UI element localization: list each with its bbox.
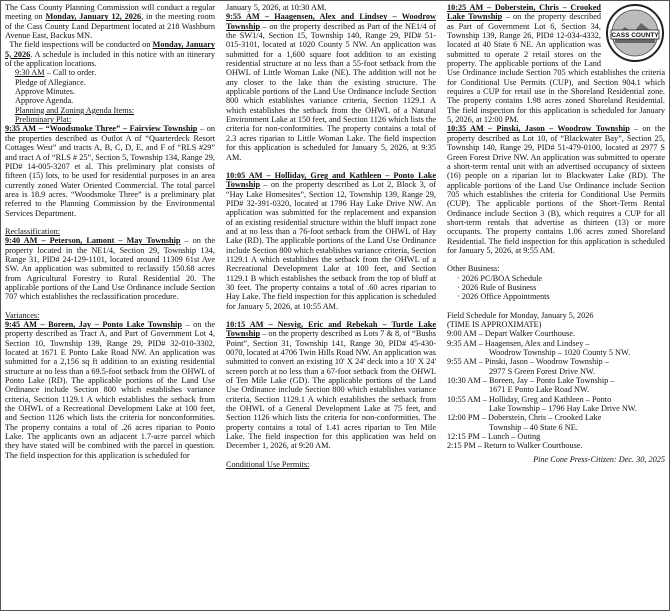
schedule-entry-cont: Woodrow Township – 1020 County 5 NW. xyxy=(489,348,631,358)
other-item-schedule: · 2026 PC/BOA Schedule xyxy=(457,273,543,283)
schedule-entry: 9:35 AM – Haagensen, Alex and Lindsey – xyxy=(447,338,590,348)
agenda-approve: Approve Agenda. xyxy=(15,96,74,106)
publication-footer: Pine Cone Press-Citizen: Dec. 30, 2025 xyxy=(533,454,665,464)
other-item-appointments: · 2026 Office Appointments xyxy=(457,292,550,302)
meeting-date: Monday, January 12, 2026 xyxy=(45,12,142,22)
column-1 xyxy=(5,3,215,460)
boreen-continued: January 5, 2026, at 10:30 AM. xyxy=(226,3,327,12)
field-date: Monday, January 5, 2026 xyxy=(5,40,216,59)
item-peterson: 9:40 AM – Peterson, Lamont – May Township – on the property located in the NE1/4, Section 29, Township 134, Range 31, PID# 24-129-1101, located around 11309 61st Ave SW. An application was submitted to reclassify 150.68 acres from Agricultural Forestry to Rural Residential 20. The applicable portions of the Land Use Ordinance include Section 707 which establishes the reclassification procedure. xyxy=(5,236,215,302)
schedule-entry-cont: Township – 40 State 6 NE. xyxy=(489,422,578,432)
schedule-entry: 12:15 PM – Lunch – Outing xyxy=(447,432,541,442)
reclassification-heading: Reclassification: xyxy=(5,226,60,236)
column-3 xyxy=(447,3,665,464)
field-schedule xyxy=(447,311,665,451)
other-item-rules: · 2026 Rule of Business xyxy=(457,282,537,292)
logo-text: CASS COUNTY xyxy=(611,32,659,39)
agenda-preliminary-plat: Preliminary Plat: xyxy=(15,115,72,125)
item-haagensen: 9:55 AM – Haagensen, Alex and Lindsey – Woodrow Township – on the property described as Part of the NE1/4 of the SW1/4, Section 15, Township 140, Range 29, PID# 51-015-3101, located at 1020 County 5 NW. An application was submitted for a 1,600 square foot addition to an existing residential structure at no less than a 55-foot setback from the OHWL of Little Woman Lake (NE). The addition will not be any closer to the lake than the existing structure. The applicable portions of the Land Use Ordinance include Section 800 which establishes variance criteria, Section 1129.1 A which establishes the setback from the OHWL of a Natural Environment Lake at 150 feet, and Section 1126 which lists the criteria for non-conformities. The property contains a total of 2.3 acres riparian to Little Woman Lake. The field inspection for this application is scheduled for January 5, 2026, at 9:35 AM. xyxy=(226,12,436,162)
schedule-entry-cont: 1671 E Ponto Lake Road NW. xyxy=(489,385,590,395)
variances-heading: Variances: xyxy=(5,310,40,320)
cup-heading: Conditional Use Permits: xyxy=(226,459,310,469)
column-2 xyxy=(226,3,436,469)
schedule-entry: 9:00 AM – Depart Walker Courthouse. xyxy=(447,329,575,339)
schedule-subtitle: (TIME IS APPROXIMATE) xyxy=(447,320,542,329)
field-inspection-paragraph: The field inspections will be conducted on Monday, January 5, 2026. A schedule is included in this notice with an itinerary of the application locations. xyxy=(5,40,216,69)
item-doberstein: 10:25 AM – Doberstein, Chris – Crooked Lake Township – on the property described as Part of Government Lot 6, Section 34, Township 139, Range 26, PID# 12-034-4332, located at 40 State 6 NE. An application was submitted to operate 2 retail stores on the property. The applicable portions of the Land Use Ordinance include Section 705 which establishes the criteria for Conditional Use Permits (CUP), and Section 904.1 which requires a CUP for retail use in the Shoreland Residential zone. The property contains 1.98 acres zoned Shoreland Residential. The field inspection for this application is scheduled for January 5, 2026, at 12:00 PM. xyxy=(447,3,665,125)
agenda-call: 9:30 AM – Call to order. xyxy=(15,68,97,78)
agenda-pz-items: Planning and Zoning Agenda Items: xyxy=(15,105,135,115)
intro-paragraph: The Cass County Planning Commission will conduct a regular meeting on Monday, January 12, 2026, in the meeting room of the Cass County Land Department located at 218 Washburn Avenue East, Backus MN. xyxy=(5,3,216,41)
schedule-entry: 10:55 AM – Holliday, Greg and Kathleen – Ponto xyxy=(447,394,612,404)
schedule-entry-cont: 2977 S Green Forest Drive NW. xyxy=(489,366,596,376)
schedule-entry-cont: Lake Township – 1796 Hay Lake Drive NW. xyxy=(489,404,637,414)
schedule-title: Field Schedule for Monday, January 5, 2026 xyxy=(447,310,594,320)
agenda-minutes: Approve Minutes. xyxy=(15,87,76,97)
item-holliday: 10:05 AM – Holliday, Greg and Kathleen – Ponto Lake Township – on the property described as Lot 2, Block 3, of “Hay Lake Homesites”, Section 12, Township 139, Range 29, PID# 32-391-0320, located at 1796 Hay Lake Drive NW. An application was submitted for the replacement and expansion of an existing residential structure within the bluff impact zone and at no less than a 76-foot setback from the OHWL of Hay Lake (RD). The applicable portions of the Land Use Ordinance include Section 800 which establishes variance criteria, Section 1129.1 A which establishes the setback from the OHWL of a Recreational Development Lake at 100 feet, and Section 1129.1 B which establishes the setback from the top of bluff at 30 feet. The property contains a total of .60 acres riparian to Hay Lake. The field inspection for this application is scheduled for January 5, 2026, at 10:55 AM. xyxy=(226,170,436,311)
schedule-entry: 12:00 PM – Doberstein, Chris – Crooked Lake xyxy=(447,413,602,423)
schedule-entry: 10:30 AM – Boreen, Jay – Ponto Lake Township – xyxy=(447,376,615,386)
agenda-pledge: Pledge of Allegiance. xyxy=(15,77,86,87)
schedule-entry: 2:15 PM – Return to Walker Courthouse. xyxy=(447,441,583,451)
schedule-entry: 9:55 AM – Pinski, Jason – Woodrow Township – xyxy=(447,357,609,367)
item-pinski: 10:35 AM – Pinski, Jason – Woodrow Township – on the property described as Lot 10, of “Blackwater Bay”, Section 25, Township 140, Range 29, PID# 51-479-0100, located at 2977 S Green Forest Drive NW. An application was submitted to operate a short-term rental unit with an advertised occupancy of sixteen (16) people on a riparian lot to Blackwater Lake (RD). The applicable portions of the Land Use Ordinance include Section 705 which establishes the criteria for Conditional Use Permits (CUP). The applicable portions of the Short-Term Rental Ordinance include Section 3 (B), which requires a CUP for all short-term rentals that advertise as thirteen (13) or more occupants. The property contains 1.06 acres zoned Shoreland Residential. The field inspection for this application is scheduled for January 5, 2026, at 9:55 AM. xyxy=(447,124,665,255)
item-nesvig: 10:15 AM – Nesvig, Eric and Rebekah – Turtle Lake Township – on the property described as Lots 7 & 8, of “Bushs Point”, Section 31, Township 141, Range 30, PID# 45-430-0070, located at 4706 Twin Hills Road NW. An application was submitted to convert an existing 10' X 24' deck into a 10' X 24' screen porch at no less than a 67-foot setback from the OHWL of Ten Mile Lake (GD). The applicable portions of the Land Use Ordinance include Section 800 which establishes variance criteria, Section 1129.1 A which establishes the setback from the OHWL of a General Development Lake at 75 feet, and Section 1126 which lists the criteria for non-conformities. The property contains a total of 1.41 acres riparian to Ten Mile Lake. The field inspection for this application was held on December 1, 2026, at 9:20 AM. xyxy=(226,320,436,451)
item-woodsmoke: 9:35 AM – “Woodsmoke Three” – Fairview Township – on the properties described as Outlot A of “Quarterdeck Resort Cottages West” and tracts A, B, C, D, E, and F of “RLS #29” and tract A of “RLS # 25”, Section 5, Township 134, Range 29, PID# 14-005-3207 et al. This preliminary plat consists of fifteen (15) lots, to be used for residential purposes in an area currently zoned Water Oriented Commercial. The total parcel area is 18.9 acres. “Woodsmoke Three” is a preliminary plat referred to the Planning Commission by the Environmental Services Department. xyxy=(5,124,215,218)
cass-county-logo xyxy=(605,3,665,63)
item-boreen: 9:45 AM – Boreen, Jay – Ponto Lake Township – on the property described as Tract A, and Part of Government Lot 4, Section 10, Township 139, Range 29, PID# 32-010-3302, located at 1671 E Ponto Lake Road NW. An application was submitted for a 2,156 sq ft addition to an existing residential structure at no less than a 69.5-foot setback from the OHWL of Ponto Lake (RD). The applicable portions of the Land Use Ordinance include Section 800 which establishes variance criteria, Section 1129.1 A which establishes the setback from the OHWL of a Recreational Development Lake at 100 feet, and Section 1126 which lists the criteria for nonconformities. The property contains a total of .26 acres riparian to Ponto Lake. The applicants own an adjacent 1.7-acre parcel which they have stated will be combined with the parcel in question. The field inspection for this application is scheduled for xyxy=(5,320,215,460)
other-business-heading: Other Business: xyxy=(447,264,500,274)
